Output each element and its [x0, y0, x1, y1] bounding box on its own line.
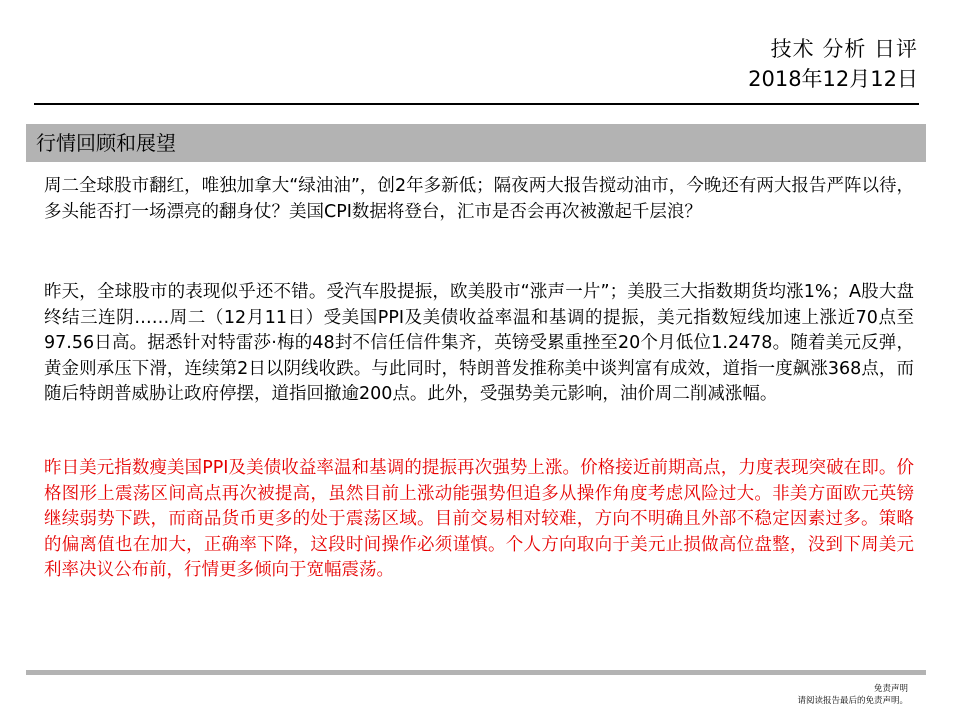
disclaimer-title: 免责声明 [873, 684, 908, 694]
header-divider [34, 103, 919, 105]
paragraph-market-review: 昨天，全球股市的表现似乎还不错。受汽车股提振，欧美股市“涨声一片”；美股三大指数期货均涨1%；A股大盘终结三连阴……周二（12月11日）受美国PPI及美债收益率温和基调的提振，美元指数短线加速上涨近70点至97.56日高。据悉针对特雷莎·梅的48封不信任信件集齐，英镑受累重挫至20个月低位1.2478。随着美元反弹，黄金则承压下滑，连续第2日以阴线收跌。与此同时，特朗普发推称美中谈判富有成效，道指一度飙涨368点，而随后特朗普威胁让政府停摆，道指回撤逾200点。此外，受强势美元影响，油价周二削减涨幅。 [44, 282, 914, 404]
footer-divider [26, 670, 926, 675]
report-type: 技术 分析 日评 [770, 37, 918, 61]
disclaimer [797, 683, 908, 707]
report-header [748, 34, 918, 94]
report-date: 2018年12月12日 [748, 67, 918, 91]
paragraph-market-intro: 周二全球股市翻红，唯独加拿大“绿油油”，创2年多新低；隔夜两大报告搅动油市，今晚还有两大报告严阵以待，多头能否打一场漂亮的翻身仗？美国CPI数据将登台，汇市是否会再次被激起千层浪？ [44, 176, 914, 222]
disclaimer-text: 请阅读报告最后的免责声明。 [797, 696, 908, 706]
section-header-bar [26, 124, 926, 162]
section-title: 行情回顾和展望 [36, 131, 176, 155]
paragraph-strategy-outlook: 昨日美元指数瘦美国PPI及美债收益率温和基调的提振再次强势上涨。价格接近前期高点，力度表现突破在即。价格图形上震荡区间高点再次被提高，虽然目前上涨动能强势但追多从操作角度考虑风险过大。非美方面欧元英镑继续弱势下跌，而商品货币更多的处于震荡区域。目前交易相对较难，方向不明确且外部不稳定因素过多。策略的偏离值也在加大，正确率下降，这段时间操作必须谨慎。个人方向取向于美元止损做高位盘整，没到下周美元利率决议公布前，行情更多倾向于宽幅震荡。 [44, 458, 914, 580]
